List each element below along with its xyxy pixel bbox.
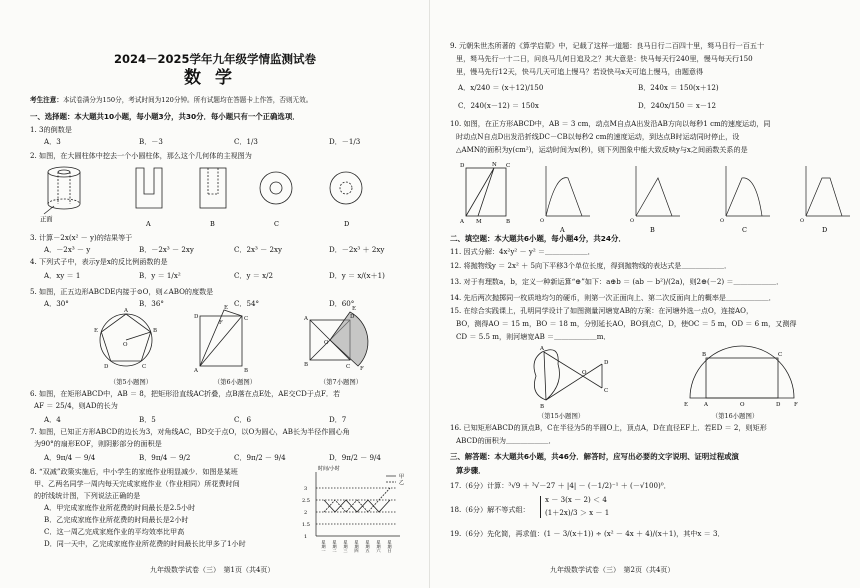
question-10-line-3: △AMN的面积为y(cm²)，运动时间为x(秒)，则下列图象中能大致反映y与x之间函数关系的是	[456, 145, 748, 154]
y-tick: 1.5	[302, 522, 310, 528]
question-9-line-2: 里，驽马先行一十二日，问良马几何日追及之？其大意是：快马每天行240里，慢马每天行150	[456, 54, 753, 63]
svg-text:O: O	[540, 218, 545, 224]
svg-text:C: C	[778, 352, 783, 358]
svg-text:D: D	[460, 163, 465, 169]
option: C．9π/2 － 9/4	[234, 453, 286, 462]
question-10-line-1: 10. 如图，在正方形ABCD中，AB ＝ 3 cm，动点M自点A出发沿AB方向以每秒1 cm的速度运动，同	[450, 119, 771, 128]
figure-15-caption: （第15小题图）	[537, 412, 585, 420]
graph-option-c	[726, 166, 770, 216]
graph-label-d: D	[822, 226, 828, 234]
question-4: 4. 下列式子中，表示y是x的反比例函数的是	[30, 257, 168, 266]
svg-text:O: O	[324, 340, 329, 346]
svg-text:E: E	[94, 328, 99, 334]
question-7-line-1: 7. 如图，已知正方形ABCD的边长为3，对角线AC，BD交于点O，以O为圆心，AB长为半径作圆心角	[30, 427, 350, 436]
x-tick: 星期六	[376, 540, 382, 553]
question-6-line-2: AF ＝ 25/4，则AD的长为	[34, 401, 118, 410]
exam-notice	[30, 96, 420, 104]
question-14: 14. 先后两次抛掷同一枚质地均匀的硬币，则第一次正面向上、第二次反面向上的概率是＿＿＿＿＿＿．	[450, 293, 776, 302]
option-a-view	[136, 168, 162, 208]
question-8-line-2: 甲、乙两名同学一周内每天完成家庭作业（作业相同）所花费时间	[34, 479, 240, 488]
svg-text:O: O	[630, 218, 635, 224]
question-9-line-3: 里，慢马先行12天，快马几天可追上慢马？若设快马x天可追上慢马，由题意得	[456, 67, 704, 76]
figure-16-caption: （第16小题图）	[711, 412, 759, 420]
question-2: 2. 如图，在大圆柱体中挖去一个小圆柱体，那么这个几何体的主视图为	[30, 151, 252, 160]
question-10-figures	[460, 160, 840, 234]
page-1-footer: 九年级数学试卷（三） 第1页（共4页）	[150, 566, 275, 574]
graph-label-b: B	[650, 226, 655, 234]
svg-text:N: N	[492, 162, 497, 168]
figure-6-caption: （第6小题图）	[213, 378, 257, 386]
svg-text:B: B	[244, 368, 249, 374]
question-15-line-1: 15. 在综合实践课上，孔明同学设计了如图测量河塘宽AB的方案：在河塘外选一点O，连接AO，	[450, 306, 754, 315]
question-15-line-2: BO，测得AO ＝ 15 m，BO ＝ 18 m，分别延长AO，BO到点C，D，使OC ＝ 5 m，OD ＝ 6 m，又测得	[456, 319, 797, 328]
question-6-line-1: 6. 如图，在矩形ABCD中，AB ＝ 8，把矩形沿直线AC折叠，点B落在点E处，AE交CD于点F．若	[30, 389, 341, 398]
svg-text:B: B	[153, 328, 158, 334]
notice-label: 考生注意：	[30, 96, 63, 104]
option: A．xy ＝ 1	[44, 271, 81, 280]
question-5: 5. 如图，正五边形ABCDE内接于⊙O，则∠ABO的度数是	[30, 287, 214, 296]
hollow-cylinder-figure	[44, 167, 80, 214]
x-tick: 星期二	[332, 540, 338, 553]
section-1-heading: 一、选择题：本大题共10小题，每小题3分，共30分．每小题只有一个正确选项．	[30, 112, 300, 121]
question-8-option-d: D．同一天中，乙完成家庭作业所花费的时间最长比甲多了1小时	[44, 539, 246, 548]
question-2-figures	[40, 164, 420, 232]
graph-label-c: C	[742, 226, 747, 234]
pentagon-circle-figure	[100, 314, 152, 366]
option: D．y ＝ x/(x＋1)	[329, 271, 385, 280]
svg-text:D: D	[194, 314, 199, 320]
fig-label-b: B	[210, 220, 215, 228]
svg-text:A: A	[124, 308, 128, 314]
svg-text:O: O	[582, 370, 587, 376]
exam-title: 2024－2025学年九年级学情监测试卷	[113, 52, 316, 66]
svg-text:E: E	[684, 402, 689, 408]
inequality-1: x － 3(x － 2) ＜ 4	[545, 495, 607, 504]
svg-text:C: C	[346, 364, 351, 370]
question-7-line-2: 为90°的扇形EOF，则阴影部分的面积是	[34, 439, 162, 448]
square-sector-figure	[310, 312, 368, 366]
question-3: 3. 计算－2x(x² － y)的结果等于	[30, 233, 133, 242]
page-2-footer: 九年级数学试卷（三） 第2页（共4页）	[550, 566, 675, 574]
svg-text:O: O	[800, 218, 805, 224]
option-b-view	[200, 168, 226, 208]
folded-rectangle-figure	[200, 310, 242, 366]
option-d-view	[330, 172, 362, 204]
option: B．5	[139, 415, 156, 424]
option: D．9π/2 － 9/4	[329, 453, 381, 462]
option-c-view	[260, 172, 292, 204]
option: A．－2x³ － y	[44, 245, 91, 254]
svg-text:B: B	[304, 362, 309, 368]
chart-y-label: 时间/小时	[318, 466, 340, 472]
svg-text:O: O	[720, 218, 725, 224]
question-1-options	[44, 138, 424, 147]
figures-5-6-7	[90, 305, 390, 376]
question-7-options	[44, 454, 424, 463]
legend-yi: 乙	[399, 480, 405, 486]
fig-label-d: D	[344, 220, 350, 228]
question-12: 12. 将抛物线y ＝ 2x² ＋ 5向下平移3个单位长度，得到抛物线的表达式是＿＿＿＿＿＿．	[450, 261, 732, 270]
option: B．－3	[139, 137, 163, 146]
section-2-heading: 二、填空题：本大题共6小题，每小题4分，共24分．	[450, 234, 626, 243]
svg-text:F: F	[360, 366, 364, 372]
option: A．30°	[44, 299, 69, 308]
svg-text:A: A	[704, 402, 708, 408]
inequality-system	[540, 496, 705, 518]
question-15-line-3: CD ＝ 5.5 m，则河塘宽AB ＝＿＿＿＿＿＿m．	[456, 332, 611, 341]
option: D．240x/150 ＝ x－12	[638, 101, 716, 110]
option: B．240x ＝ 150(x＋12)	[638, 83, 719, 92]
svg-text:B: B	[506, 219, 511, 225]
question-3-options	[44, 246, 424, 255]
option: C．6	[234, 415, 252, 424]
fig-label-a: A	[146, 220, 151, 228]
svg-text:A: A	[460, 219, 464, 225]
svg-text:A: A	[540, 346, 544, 352]
option: D．60°	[329, 299, 355, 308]
pond-measurement-figure	[534, 350, 602, 400]
fig-label-c: C	[274, 220, 279, 228]
figures-15-16	[530, 344, 830, 410]
option: C．1/3	[234, 137, 258, 146]
series-jia-line	[324, 500, 390, 512]
option: A．3	[44, 137, 61, 146]
subject-title: 数学	[184, 68, 246, 88]
question-6-options	[44, 416, 424, 425]
section-3-heading-cont: 算步骤．	[456, 466, 486, 475]
svg-text:C: C	[506, 163, 511, 169]
question-8-line-3: 的折线统计图，下列说法正确的是	[34, 491, 141, 500]
option: C．54°	[234, 299, 260, 308]
question-9-options-row-2	[458, 102, 838, 111]
svg-text:C: C	[604, 388, 609, 394]
question-19: 19.（6分）先化简，再求值：(1 － 3/(x＋1)) ÷ (x² － 4x ＋ 4)/(x＋1)，其中x ＝ 3．	[450, 529, 725, 538]
question-10-line-2: 时动点N自点D出发沿折线DC－CB以每秒2 cm的速度运动，到达点B时运动同时停止，设	[456, 132, 740, 141]
figure-7-caption: （第7小题图）	[319, 378, 363, 386]
question-4-options	[44, 272, 424, 281]
svg-text:A: A	[304, 316, 308, 322]
svg-text:D: D	[776, 402, 781, 408]
x-tick: 星期四	[354, 540, 360, 553]
x-tick: 星期日	[387, 540, 393, 553]
svg-text:B: B	[540, 404, 545, 410]
question-11: 11. 因式分解：4x²y² － y² ＝＿＿＿＿＿＿．	[450, 247, 595, 256]
option: C．240(x－12) ＝ 150x	[458, 101, 539, 110]
x-tick: 星期三	[343, 540, 349, 553]
question-8-option-b: B．乙完成家庭作业所花费的时间最长是2小时	[44, 515, 189, 524]
option: C．y ＝ x/2	[234, 271, 274, 280]
notice-text: 本试卷满分为150分，考试时间为120分钟。所有试题均在答题卡上作答，否则无效。	[62, 96, 313, 104]
option: B．9π/4 － 9/2	[139, 453, 191, 462]
exam-page-2	[430, 0, 860, 588]
option: A．4	[44, 415, 61, 424]
option: A．x/240 ＝ (x＋12)/150	[458, 83, 544, 92]
square-moving-points-figure	[466, 168, 506, 216]
question-5-options	[44, 300, 424, 309]
option: C．2x³ － 2xy	[234, 245, 283, 254]
question-8-line-1: 8. “双减”政策实施后，中小学生的家庭作业明显减少．如图是某班	[30, 467, 238, 476]
question-16-line-1: 16. 已知矩形ABCD的顶点B，C在半径为5的半圆O上，顶点A，D在直径EF上．若ED ＝ 2，则矩形	[450, 423, 767, 432]
x-tick: 星期一	[321, 540, 327, 553]
inequality-2: (1＋2x)/3 ＞ x － 1	[545, 507, 610, 517]
option: B．－2x³ － 2xy	[139, 245, 194, 254]
svg-text:C: C	[142, 364, 147, 370]
y-tick: 3	[304, 486, 308, 492]
svg-text:M: M	[476, 219, 482, 225]
question-13: 13. 对于有理数a，b，定义一种新运算“⊕”如下：a⊕b ＝ (ab － b²)/(2a)，则2⊕(－2) ＝＿＿＿＿＿＿．	[450, 277, 784, 286]
svg-text:E: E	[352, 306, 357, 312]
svg-text:D: D	[604, 360, 609, 366]
svg-text:F: F	[794, 402, 798, 408]
graph-label-a: A	[560, 226, 565, 234]
homework-time-line-chart	[300, 464, 420, 560]
option: B．36°	[139, 299, 164, 308]
option: D．7	[329, 415, 347, 424]
option: D．－2x³ ＋ 2xy	[329, 245, 385, 254]
legend-jia: 甲	[399, 474, 405, 480]
x-tick: 星期五	[365, 540, 371, 553]
svg-text:O: O	[123, 342, 128, 348]
question-9-line-1: 9. 元朝朱世杰所著的《算学启蒙》中，记载了这样一道题：良马日行二百四十里，驽马日行一百五十	[450, 41, 765, 50]
option: A．9π/4 － 9/4	[44, 453, 96, 462]
y-tick: 1	[304, 534, 308, 540]
option: D．－1/3	[329, 137, 361, 146]
graph-option-d	[806, 166, 850, 216]
svg-text:E: E	[224, 305, 229, 311]
svg-text:C: C	[244, 316, 249, 322]
graph-option-a	[546, 166, 590, 216]
question-8-option-c: C．这一周乙完成家庭作业的平均效率比甲高	[44, 527, 185, 536]
question-9-options-row-1	[458, 84, 838, 93]
section-3-heading: 三、解答题：本大题共6小题，共46分．解答时，应写出必要的文字说明、证明过程或演	[450, 452, 739, 461]
front-view-label: 正面	[40, 216, 53, 223]
svg-text:D: D	[104, 364, 109, 370]
figure-5-caption: （第5小题图）	[109, 378, 153, 386]
svg-text:D: D	[350, 314, 355, 320]
svg-text:F: F	[219, 320, 223, 326]
question-8-option-a: A．甲完成家庭作业所花费的时间最长是2.5小时	[44, 503, 196, 512]
question-18: 18.（6分）解不等式组：	[450, 505, 530, 514]
question-17: 17.（6分）计算：³√9 ＋ ³√－27 ＋ |4| － (－1/2)⁻¹ ＋ (－√100)⁰．	[450, 481, 671, 490]
option: B．y ＝ 1/x²	[139, 271, 181, 280]
svg-text:B: B	[702, 352, 707, 358]
y-tick: 2	[304, 510, 308, 516]
graph-option-b	[636, 166, 680, 216]
question-16-line-2: ABCD的面积为＿＿＿＿＿＿．	[456, 436, 556, 445]
svg-text:A: A	[194, 368, 198, 374]
question-1: 1. 3的倒数是	[30, 125, 72, 134]
svg-text:O: O	[740, 402, 745, 408]
y-tick: 2.5	[302, 498, 310, 504]
